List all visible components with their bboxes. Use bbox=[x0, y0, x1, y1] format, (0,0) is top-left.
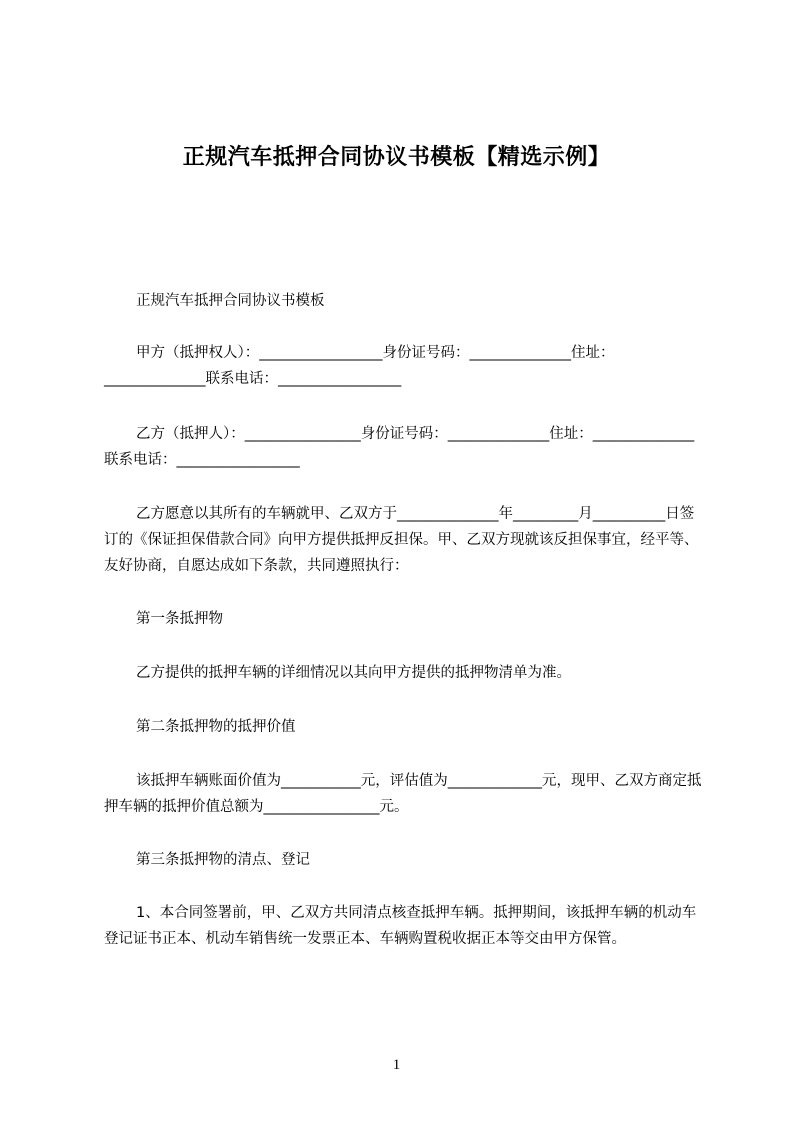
article-3-title: 第三条抵押物的清点、登记 bbox=[136, 852, 310, 868]
article-2-title: 第二条抵押物的抵押价值 bbox=[136, 719, 296, 735]
article-1-title: 第一条抵押物 bbox=[136, 611, 223, 627]
party-b-info: 乙方（抵押人）：________________身份证号码：______________住址：______________联系电话：_________________ bbox=[104, 426, 695, 468]
document-title: 正规汽车抵押合同协议书模板【精选示例】 bbox=[182, 145, 611, 170]
article-2-text: 该抵押车辆账面价值为___________元，评估值为_____________元，现甲、乙双方商定抵押车辆的抵押价值总额为________________元。 bbox=[104, 773, 702, 815]
article-3-item-1: 1、本合同签署前，甲、乙双方共同清点核查抵押车辆。抵押期间，该抵押车辆的机动车登记证书正本、机动车销售统一发票正本、车辆购置税收据正本等交由甲方保管。 bbox=[104, 905, 697, 947]
document-heading: 正规汽车抵押合同协议书模板 bbox=[136, 293, 325, 309]
article-1-text: 乙方提供的抵押车辆的详细情况以其向甲方提供的抵押物清单为准。 bbox=[136, 665, 571, 681]
party-a-info: 甲方（抵押权人）：_________________身份证号码：______________住址：______________联系电话：_________________ bbox=[104, 345, 615, 387]
page-number: 1 bbox=[392, 1057, 401, 1073]
intro-paragraph: 乙方愿意以其所有的车辆就甲、乙双方于______________年_________月__________日签订的《保证担保借款合同》向甲方提供抵押反担保。甲、乙双方现就该反担保事宜，经平等、友好协商，自愿达成如下条款，共同遵照执行： bbox=[104, 506, 699, 574]
